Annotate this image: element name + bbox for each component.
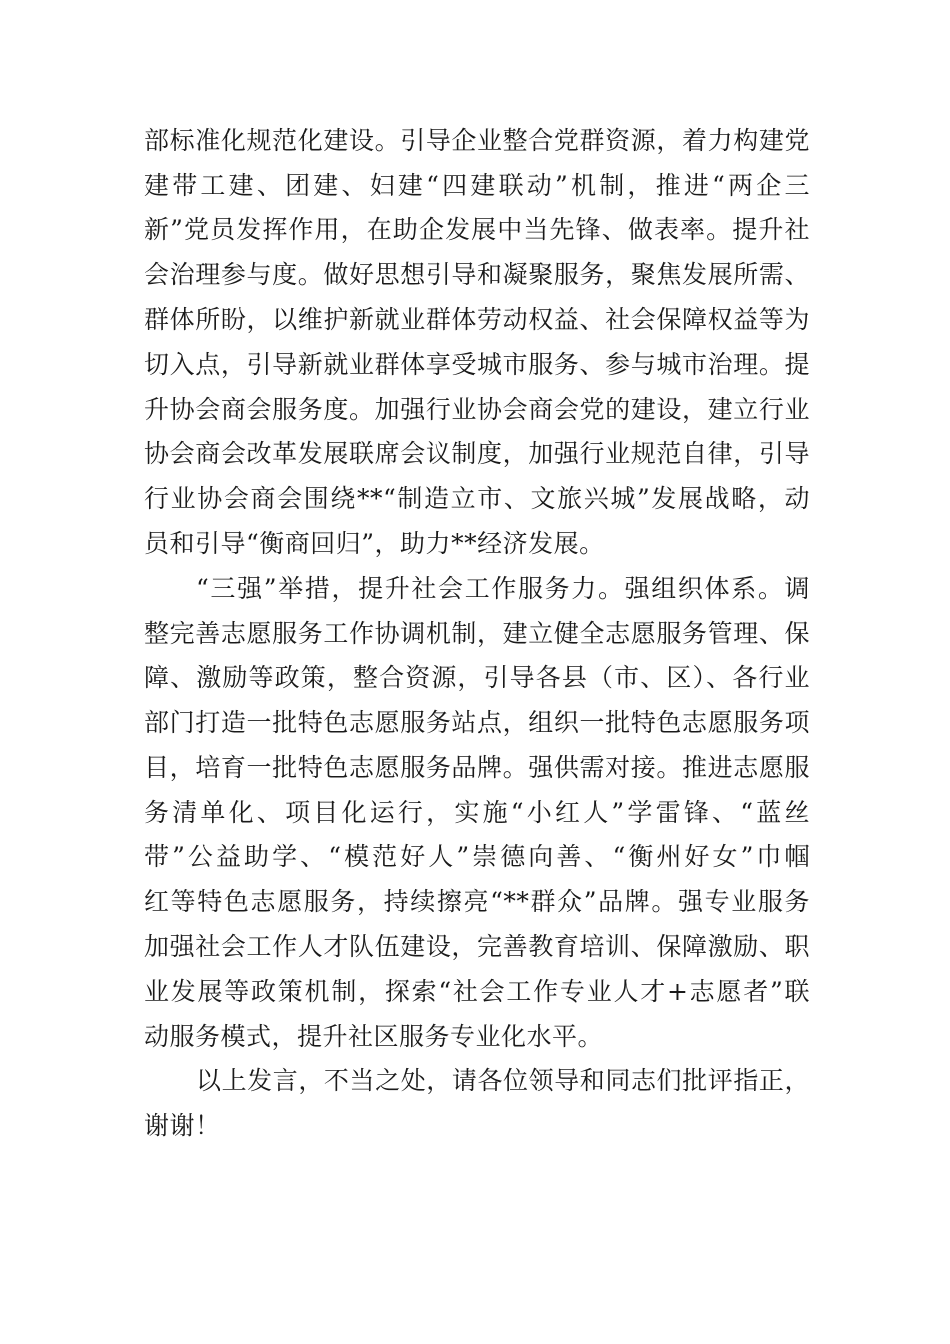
text-line: 协会商会改革发展联席会议制度，加强行业规范自律，引导 <box>144 439 810 468</box>
text-line: 部标准化规范化建设。引导企业整合党群资源，着力构建党 <box>144 126 810 155</box>
text-line: 新”党员发挥作用，在助企发展中当先锋、做表率。提升社 <box>144 215 810 244</box>
text-line: 整完善志愿服务工作协调机制，建立健全志愿服务管理、保 <box>144 619 810 648</box>
text-line: 建带工建、团建、妇建“四建联动”机制，推进“两企三 <box>144 171 810 200</box>
text-line: 会治理参与度。做好思想引导和凝聚服务，聚焦发展所需、 <box>144 260 810 289</box>
paragraph-start-line: 以上发言，不当之处，请各位领导和同志们批评指正， <box>196 1066 810 1095</box>
closing-line: 谢谢！ <box>144 1111 221 1140</box>
text-line: 务清单化、项目化运行，实施“小红人”学雷锋、“蓝丝 <box>144 798 810 827</box>
text-line: 群体所盼，以维护新就业群体劳动权益、社会保障权益等为 <box>144 305 810 334</box>
text-line: 业发展等政策机制，探索“社会工作专业人才+志愿者”联 <box>144 977 810 1006</box>
text-line: 加强社会工作人才队伍建设，完善教育培训、保障激励、职 <box>144 932 810 961</box>
text-line: 切入点，引导新就业群体享受城市服务、参与城市治理。提 <box>144 350 810 379</box>
text-line: 员和引导“衡商回归”，助力**经济发展。 <box>144 529 605 558</box>
text-line: 升协会商会服务度。加强行业协会商会党的建设，建立行业 <box>144 395 810 424</box>
text-line: 动服务模式，提升社区服务专业化水平。 <box>144 1022 604 1051</box>
text-line: 目，培育一批特色志愿服务品牌。强供需对接。推进志愿服 <box>144 753 810 782</box>
text-line: 带”公益助学、“模范好人”崇德向善、“衡州好女”巾帼 <box>144 842 810 871</box>
text-line: 障、激励等政策，整合资源，引导各县（市、区）、各行业 <box>144 663 810 692</box>
text-line: 部门打造一批特色志愿服务站点，组织一批特色志愿服务项 <box>144 708 810 737</box>
text-line: 行业协会商会围绕**“制造立市、文旅兴城”发展战略，动 <box>144 484 810 513</box>
text-line: 红等特色志愿服务，持续擦亮“**群众”品牌。强专业服务 <box>144 887 810 916</box>
paragraph-start-line: “三强”举措，提升社会工作服务力。强组织体系。调 <box>196 574 810 603</box>
